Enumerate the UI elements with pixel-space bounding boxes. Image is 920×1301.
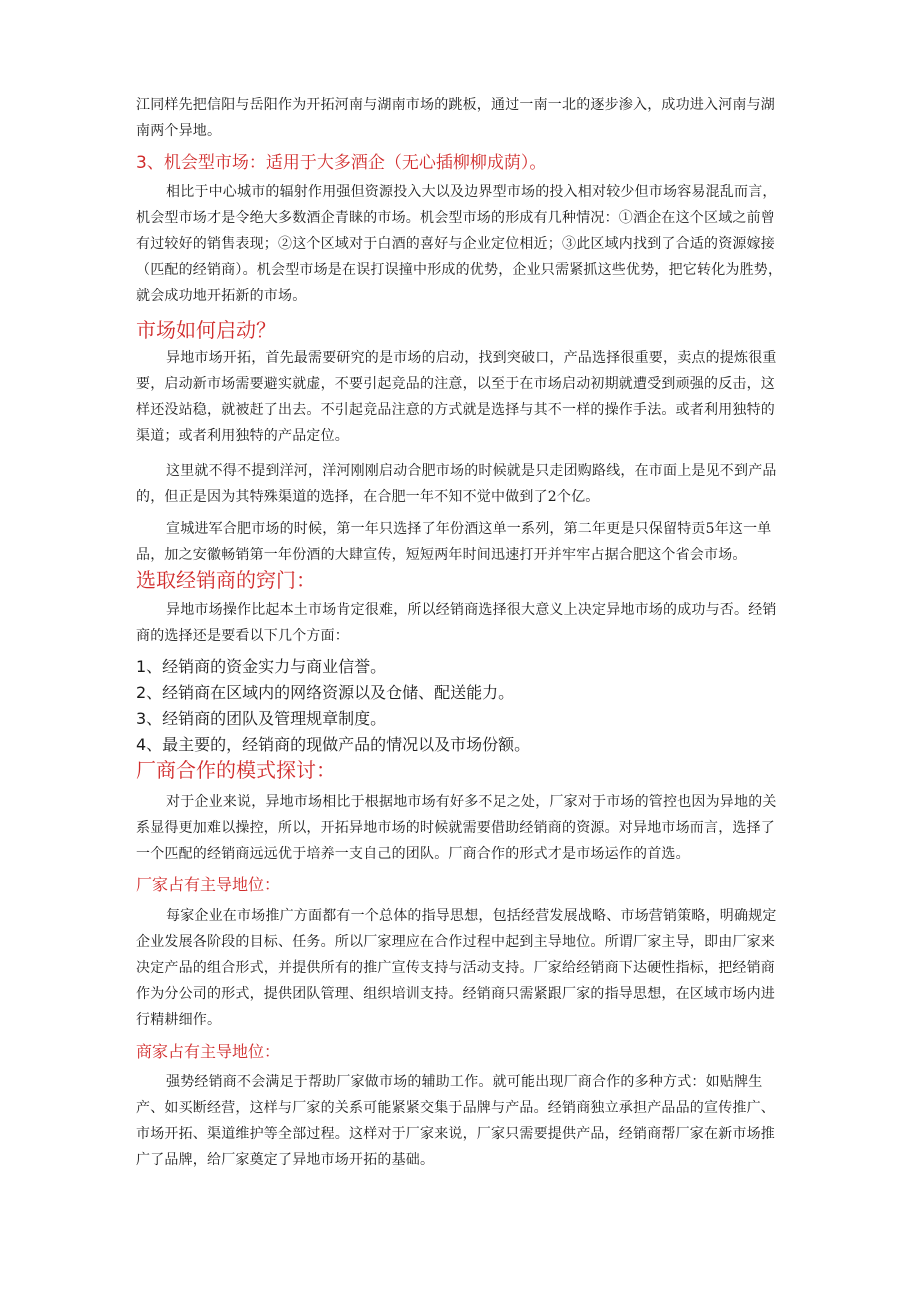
market-start-paragraph-3: 宣城进军合肥市场的时候，第一年只选择了年份酒这单一系列，第二年更是只保留特贡5年这一单品，加之安徽畅销第一年份酒的大肆宣传，短短两年时间迅速打开并牢牢占据合肥这个省会市场。: [136, 521, 772, 563]
dealer-heading: 选取经销商的窍门：: [136, 568, 316, 592]
list-item: 3、经销商的团队及管理规章制度。: [136, 709, 387, 728]
market-start-heading: 市场如何启动？: [136, 318, 276, 342]
cooperation-heading: 厂商合作的模式探讨：: [136, 758, 336, 782]
cooperation-paragraph: 对于企业来说，异地市场相比于根据地市场有好多不足之处，厂家对于市场的管控也因为异地的关系显得更加难以操控，所以，开拓异地市场的时候就需要借助经销商的资源。对异地市场而言，选择了一个匹配的经销商远远优于培养一支自己的团队。厂商合作的形式才是市场运作的首选。: [136, 794, 777, 862]
list-item: 2、经销商在区域内的网络资源以及仓储、配送能力。: [136, 683, 515, 702]
dealer-criteria-list: [136, 654, 786, 758]
market-start-paragraph-1: 异地市场开拓，首先最需要研究的是市场的启动，找到突破口，产品选择很重要，卖点的提炼很重要，启动新市场需要避实就虚，不要引起竞品的注意，以至于在市场启动初期就遭受到顽强的反击，这样还没站稳，就被赶了出去。不引起竞品注意的方式就是选择与其不一样的操作手法。或者利用独特的渠道；或者利用独特的产品定位。: [136, 350, 777, 444]
merchant-lead-paragraph: 强势经销商不会满足于帮助厂家做市场的辅助工作。就可能出现厂商合作的多种方式：如贴牌生产、如买断经营，这样与厂家的关系可能紧紧交集于品牌与产品。经销商独立承担产品品的宣传推广、市场开拓、渠道维护等全部过程。这样对于厂家来说，厂家只需要提供产品，经销商帮厂家在新市场推广了品牌，给厂家奠定了异地市场开拓的基础。: [136, 1074, 775, 1168]
market-start-paragraph-2: 这里就不得不提到洋河，洋河刚刚启动合肥市场的时候就是只走团购路线，在市面上是见不到产品的，但正是因为其特殊渠道的选择，在合肥一年不知不觉中做到了2个亿。: [136, 463, 777, 505]
merchant-lead-heading: 商家占有主导地位：: [136, 1042, 281, 1061]
dealer-intro-paragraph: 异地市场操作比起本土市场肯定很难，所以经销商选择很大意义上决定异地市场的成功与否。经销商的选择还是要看以下几个方面：: [136, 602, 777, 644]
list-item: 1、经销商的资金实力与商业信誉。: [136, 657, 387, 676]
section-3-heading: 3、机会型市场：适用于大多酒企（无心插柳柳成荫）。: [136, 153, 547, 173]
factory-lead-heading: 厂家占有主导地位：: [136, 875, 281, 894]
section-3-paragraph: 相比于中心城市的辐射作用强但资源投入大以及边界型市场的投入相对较少但市场容易混乱而言，机会型市场才是令绝大多数酒企青睐的市场。机会型市场的形成有几种情况：①酒企在这个区域之前曾有过较好的销售表现；②这个区域对于白酒的喜好与企业定位相近；③此区域内找到了合适的资源嫁接（匹配的经销商）。机会型市场是在误打误撞中形成的优势，企业只需紧抓这些优势，把它转化为胜势，就会成功地开拓新的市场。: [136, 184, 783, 304]
list-item: 4、最主要的，经销商的现做产品的情况以及市场份额。: [136, 735, 531, 754]
factory-lead-paragraph: 每家企业在市场推广方面都有一个总体的指导思想，包括经营发展战略、市场营销策略，明确规定企业发展各阶段的目标、任务。所以厂家理应在合作过程中起到主导地位。所谓厂家主导，即由厂家来决定产品的组合形式，并提供所有的推广宣传支持与活动支持。厂家给经销商下达硬性指标，把经销商作为分公司的形式，提供团队管理、组织培训支持。经销商只需紧跟厂家的指导思想，在区域市场内进行精耕细作。: [136, 908, 777, 1028]
intro-paragraph: 江同样先把信阳与岳阳作为开拓河南与湖南市场的跳板，通过一南一北的逐步渗入，成功进入河南与湖南两个异地。: [136, 97, 775, 139]
